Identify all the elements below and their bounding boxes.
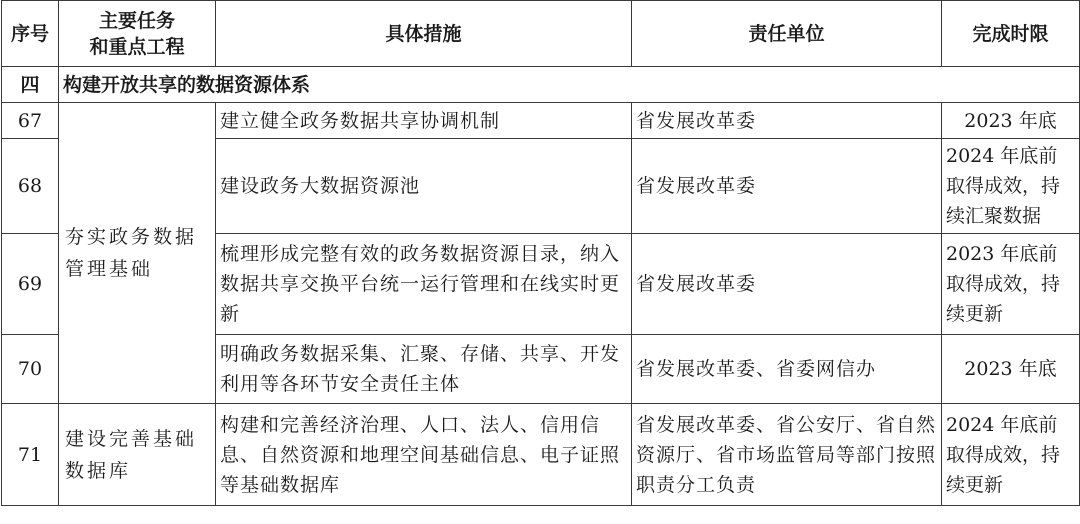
row-seq: 70 (2, 335, 59, 404)
row-deadline: 2024 年底前取得成效，持续汇聚数据 (942, 139, 1080, 234)
row-unit: 省发展改革委、省委网信办 (632, 335, 942, 404)
task-table (1, 0, 1080, 506)
table-row (2, 404, 1080, 506)
header-deadline: 完成时限 (942, 1, 1080, 67)
row-seq: 71 (2, 404, 59, 506)
header-task (59, 1, 216, 67)
row-task: 建设完善基础数据库 (59, 404, 216, 506)
row-deadline: 2024 年底前取得成效，持续更新 (942, 404, 1080, 506)
row-unit: 省发展改革委 (632, 234, 942, 335)
row-unit: 省发展改革委 (632, 103, 942, 139)
row-deadline: 2023 年底前取得成效，持续更新 (942, 234, 1080, 335)
row-deadline: 2023 年底 (942, 103, 1080, 139)
header-task-line2: 和重点工程 (89, 35, 185, 58)
row-deadline: 2023 年底 (942, 335, 1080, 404)
section-number: 四 (2, 67, 59, 103)
row-seq: 67 (2, 103, 59, 139)
header-seq: 序号 (2, 1, 59, 67)
row-measure: 建立健全政务数据共享协调机制 (216, 103, 632, 139)
row-measure: 明确政务数据采集、汇聚、存储、共享、开发利用等各环节安全责任主体 (216, 335, 632, 404)
section-title: 构建开放共享的数据资源体系 (59, 67, 1080, 103)
row-measure: 建设政务大数据资源池 (216, 139, 632, 234)
header-task-line1: 主要任务 (98, 9, 175, 32)
row-unit: 省发展改革委、省公安厅、省自然资源厅、省市场监管局等部门按照职责分工负责 (632, 404, 942, 506)
row-seq: 68 (2, 139, 59, 234)
row-measure: 梳理形成完整有效的政务数据资源目录，纳入数据共享交换平台统一运行管理和在线实时更新 (216, 234, 632, 335)
row-seq: 69 (2, 234, 59, 335)
table-header-row (2, 1, 1080, 67)
row-measure: 构建和完善经济治理、人口、法人、信用信息、自然资源和地理空间基础信息、电子证照等基础数据库 (216, 404, 632, 506)
section-row (2, 67, 1080, 103)
row-task: 夯实政务数据管理基础 (59, 103, 216, 404)
header-unit: 责任单位 (632, 1, 942, 67)
table-row (2, 103, 1080, 139)
row-unit: 省发展改革委 (632, 139, 942, 234)
header-measure: 具体措施 (216, 1, 632, 67)
